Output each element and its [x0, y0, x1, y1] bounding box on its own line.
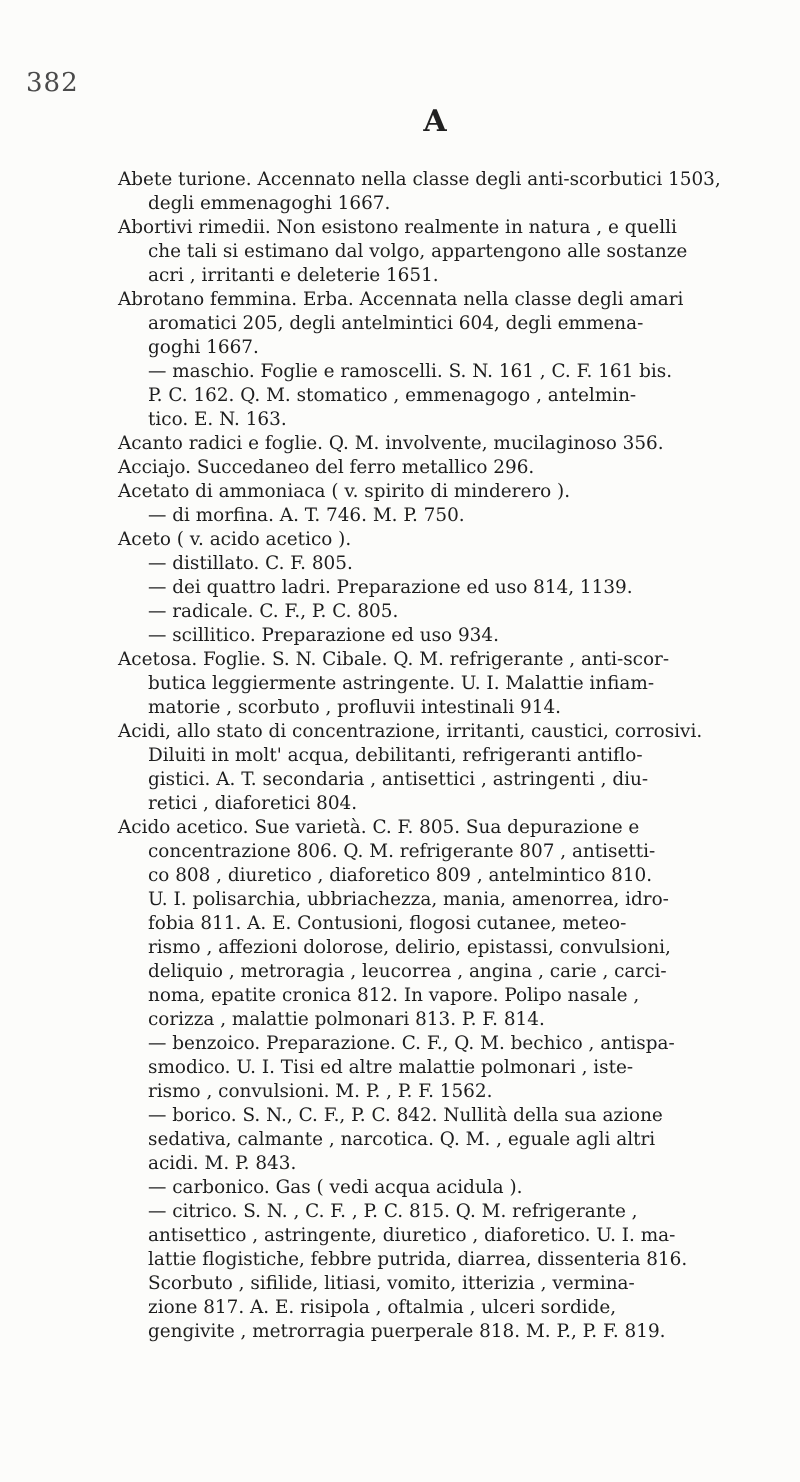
entry-line: Abete turione. Accennato nella classe degli anti-scorbutici 1503, [118, 169, 721, 190]
entry-line: smodico. U. I. Tisi ed altre malattie polmonari , iste- [148, 1057, 634, 1078]
entry-line: Acetosa. Foglie. S. N. Cibale. Q. M. refrigerante , anti-scor- [118, 649, 670, 670]
entry-line: co 808 , diuretico , diaforetico 809 , antelmintico 810. [148, 865, 653, 886]
entry-line: Abortivi rimedii. Non esistono realmente in natura , e quelli [118, 217, 677, 238]
section-letter: A [423, 104, 447, 139]
entry-line: — benzoico. Preparazione. C. F., Q. M. bechico , antispa- [148, 1033, 675, 1054]
index-subentry [118, 1176, 768, 1200]
index-subentry [118, 1200, 768, 1344]
index-entry [118, 288, 768, 360]
entry-line: Aceto ( v. acido acetico ). [118, 529, 352, 550]
entry-line: P. C. 162. Q. M. stomatico , emmenagogo , antelmin- [148, 385, 637, 406]
entry-line: rismo , convulsioni. M. P. , P. F. 1562. [148, 1081, 493, 1102]
index-subentry [118, 552, 768, 576]
index-subentry [118, 1104, 768, 1176]
entry-line: Acciajo. Succedaneo del ferro metallico 296. [118, 457, 535, 478]
entry-line: U. I. polisarchia, ubbriachezza, mania, amenorrea, idro- [148, 889, 669, 910]
entry-line: rismo , affezioni dolorose, delirio, epistassi, convulsioni, [148, 937, 671, 958]
index-entry [118, 528, 768, 552]
entry-line: matorie , scorbuto , profluvii intestinali 914. [148, 697, 561, 718]
entry-line: Acetato di ammoniaca ( v. spirito di mindererо ). [118, 481, 571, 502]
entry-line: fobia 811. A. E. Contusioni, flogosi cutanee, meteo- [148, 913, 627, 934]
entry-line: zione 817. A. E. risipola , oftalmia , ulceri sordide, [148, 1297, 617, 1318]
entry-line: Abrotano femmina. Erba. Accennata nella classe degli amari [118, 289, 684, 310]
entry-line: — borico. S. N., C. F., P. C. 842. Nullità della sua azione [148, 1105, 663, 1126]
page-number: 382 [26, 68, 79, 98]
index-entry [118, 216, 768, 288]
entry-line: noma, epatite cronica 812. In vapore. Polipo nasale , [148, 985, 640, 1006]
index-subentry [118, 504, 768, 528]
index-subentry [118, 360, 768, 432]
index-entry [118, 456, 768, 480]
entry-line: Diluiti in molt' acqua, debilitanti, refrigeranti antiflo- [148, 745, 643, 766]
index-entry [118, 816, 768, 1032]
index-entry [118, 720, 768, 816]
entry-line: — maschio. Foglie e ramoscelli. S. N. 161 , C. F. 161 bis. [148, 361, 673, 382]
entry-line: che tali si estimano dal volgo, appartengono alle sostanze [148, 241, 688, 262]
entry-line: butica leggiermente astringente. U. I. Malattie infiam- [148, 673, 655, 694]
entry-line: — carbonico. Gas ( vedi acqua acidula ). [148, 1177, 523, 1198]
entry-line: degli emmenagoghi 1667. [148, 193, 391, 214]
entry-line: goghi 1667. [148, 337, 259, 358]
index-subentry [118, 600, 768, 624]
index-entry [118, 432, 768, 456]
entry-line: — distillato. C. F. 805. [148, 553, 353, 574]
entry-line: Scorbuto , sifilide, litiasi, vomito, itterizia , vermina- [148, 1273, 635, 1294]
entry-line: lattie flogistiche, febbre putrida, diarrea, dissenteria 816. [148, 1249, 688, 1270]
entry-line: retici , diaforetici 804. [148, 793, 358, 814]
entry-line: Acidi, allo stato di concentrazione, irritanti, caustici, corrosivi. [118, 721, 703, 742]
entry-line: — radicale. C. F., P. C. 805. [148, 601, 399, 622]
index-subentry [118, 624, 768, 648]
index-subentry [118, 576, 768, 600]
entry-line: — dei quattro ladri. Preparazione ed uso 814, 1139. [148, 577, 633, 598]
entry-line: deliquio , metroragia , leucorrea , angina , carie , carci- [148, 961, 667, 982]
entry-line: concentrazione 806. Q. M. refrigerante 807 , antisetti- [148, 841, 656, 862]
index-entry [118, 648, 768, 720]
entry-line: gistici. A. T. secondaria , antisettici , astringenti , diu- [148, 769, 649, 790]
entry-line: antisettico , astringente, diuretico , diaforetico. U. I. ma- [148, 1225, 676, 1246]
entry-line: corizza , malattie polmonari 813. P. F. 814. [148, 1009, 545, 1030]
entry-line: acidi. M. P. 843. [148, 1153, 297, 1174]
entry-line: — citrico. S. N. , C. F. , P. C. 815. Q. M. refrigerante , [148, 1201, 638, 1222]
entry-line: — scillitico. Preparazione ed uso 934. [148, 625, 499, 646]
entry-line: acri , irritanti e deleterie 1651. [148, 265, 439, 286]
index-entry [118, 168, 768, 216]
index-subentry [118, 1032, 768, 1104]
index-entry [118, 480, 768, 504]
index-entries [118, 168, 768, 1344]
entry-line: gengivite , metrorragia puerperale 818. M. P., P. F. 819. [148, 1321, 666, 1342]
entry-line: aromatici 205, degli antelmintici 604, degli emmena- [148, 313, 644, 334]
entry-line: sedativa, calmante , narcotica. Q. M. , eguale agli altri [148, 1129, 656, 1150]
entry-line: — di morfina. A. T. 746. M. P. 750. [148, 505, 465, 526]
entry-line: Acido acetico. Sue varietà. C. F. 805. Sua depurazione e [118, 817, 640, 838]
entry-line: tico. E. N. 163. [148, 409, 287, 430]
entry-line: Acanto radici e foglie. Q. M. involvente, mucilaginoso 356. [118, 433, 664, 454]
